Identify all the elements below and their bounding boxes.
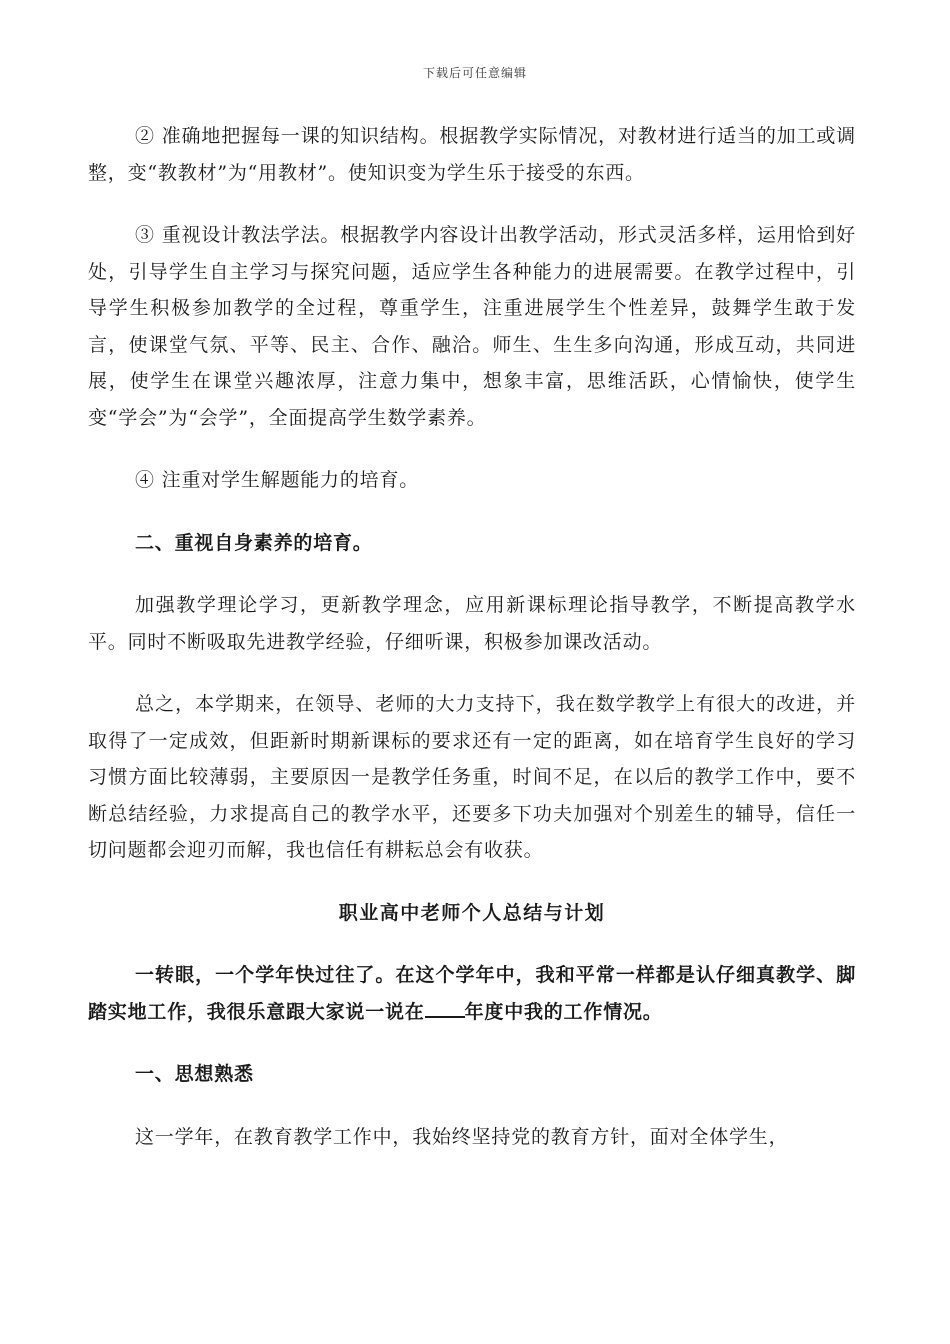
paragraph-thought: 这一学年，在教育教学工作中，我始终坚持党的教育方针，面对全体学生， [135,1125,789,1148]
paragraph-item-4: ④ 注重对学生解题能力的培育。 [135,469,420,491]
paragraph-intro [88,957,856,1030]
section-heading-thought: 一、思想熟悉 [135,1063,254,1085]
paragraph-item-2: ② 准确地把握每一课的知识结构。根据教学实际情况，对教材进行适当的加工或调整，变“教教材”为“用教材”。使知识变为学生乐于接受的东西。 [88,125,856,184]
paragraph-summary: 总之，本学期来，在领导、老师的大力支持下，我在数学教学上有很大的改进，并取得了一定成效，但距新时期新课标的要求还有一定的距离，如在培育学生良好的学习习惯方面比较薄弱，主要原因一是教学任务重，时间不足，在以后的教学工作中，要不断总结经验，力求提高自己的教学水平，还要多下功夫加强对个别差生的辅导，信任一切问题都会迎刃而解，我也信任有耕耘总会有收获。 [88,693,856,861]
header-note: 下载后可任意编辑 [422,66,527,80]
intro-text-a: 一转眼，一个学年快过往了。在这个学年中，我和平常一样都是认仔细真教学、脚踏实地工作，我很乐意跟大家说一说在 [88,964,856,1023]
year-blank [425,994,465,1018]
section-heading-2: 二、重视自身素养的培育。 [135,531,373,554]
document-body [88,118,856,1155]
paragraph-study: 加强教学理论学习，更新教学理念，应用新课标理论指导教学，不断提高教学水平。同时不断吸取先进教学经验，仔细听课，积极参加课改活动。 [88,594,856,653]
intro-text-b: 年度中我的工作情况。 [464,1000,663,1023]
paragraph-item-3: ③ 重视设计教法学法。根据教学内容设计出教学活动，形式灵活多样，运用恰到好处，引导学生自主学习与探究问题，适应学生各种能力的进展需要。在教学过程中，引导学生积极参加教学的全过程，尊重学生，注重进展学生个性差异，鼓舞学生敢于发言，使课堂气氛、平等、民主、合作、融洽。师生、生生多向沟通，形成互动，共同进展，使学生在课堂兴趣浓厚，注意力集中，想象丰富，思维活跃，心情愉快，使学生变“学会”为“会学”，全面提高学生数学素养。 [88,224,856,429]
document-title: 职业高中老师个人总结与计划 [338,901,606,924]
